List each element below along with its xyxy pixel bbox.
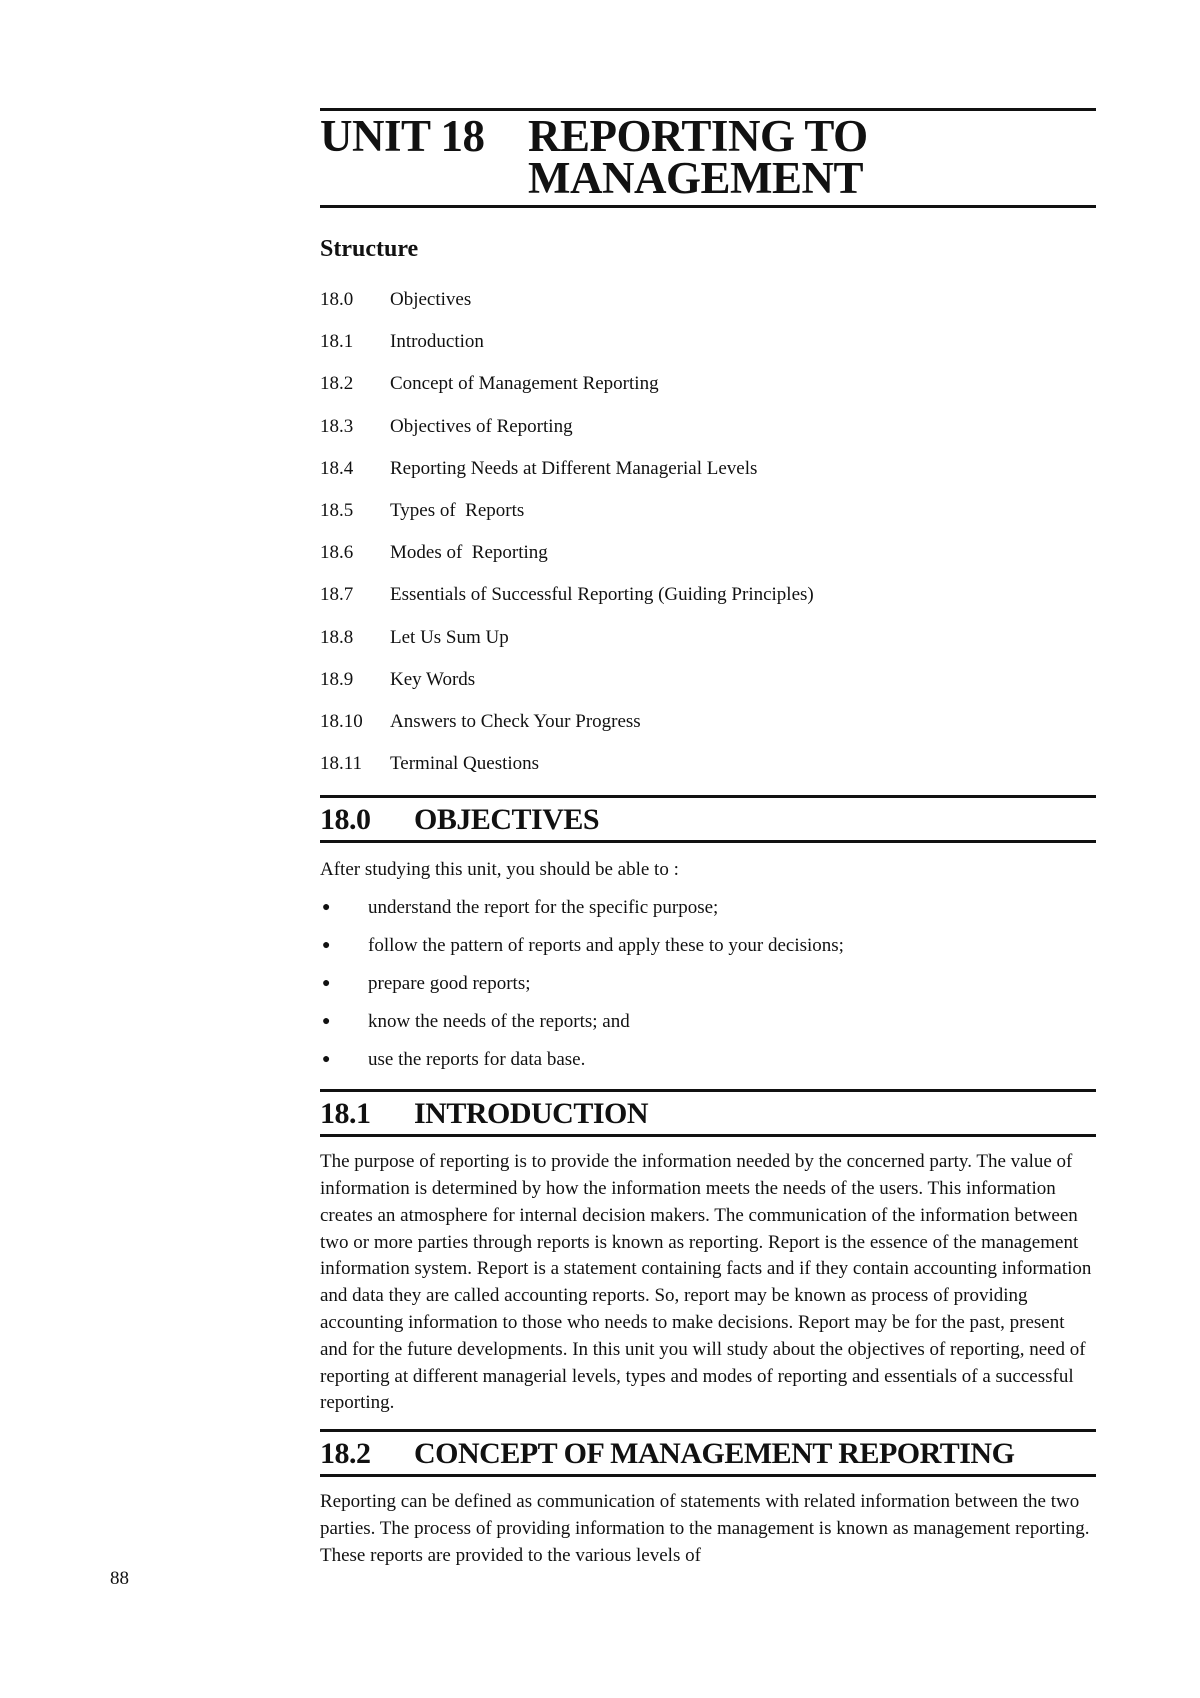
structure-item xyxy=(320,363,1096,405)
structure-item xyxy=(320,743,1096,785)
structure-item-number: 18.4 xyxy=(320,457,354,479)
structure-item-number: 18.0 xyxy=(320,289,354,311)
objectives-label: OBJECTIVES xyxy=(414,803,600,837)
structure-item-number: 18.3 xyxy=(320,415,354,437)
objective-item xyxy=(320,889,1096,927)
bullet-icon: ● xyxy=(322,900,331,916)
unit-title xyxy=(320,111,1096,205)
structure-item xyxy=(320,448,1096,490)
page-content xyxy=(320,108,1096,1582)
unit-name xyxy=(528,111,868,203)
page-number: 88 xyxy=(110,1568,129,1589)
unit-number: UNIT 18 xyxy=(320,111,485,161)
objective-item xyxy=(320,1003,1096,1041)
structure-item xyxy=(320,617,1096,659)
objectives-title xyxy=(320,798,1096,840)
structure-item xyxy=(320,490,1096,532)
objective-item xyxy=(320,965,1096,1003)
structure-item-label: Objectives xyxy=(390,289,472,311)
structure-item-number: 18.2 xyxy=(320,373,354,395)
unit-name-line-2: MANAGEMENT xyxy=(528,153,863,203)
structure-item-number: 18.6 xyxy=(320,542,354,564)
objective-text: use the reports for data base. xyxy=(368,1049,586,1071)
unit-name-line-1: REPORTING TO xyxy=(528,111,868,161)
structure-heading: Structure xyxy=(320,236,419,262)
structure-item xyxy=(320,532,1096,574)
concept-bottom-rule xyxy=(320,1474,1096,1477)
structure-item xyxy=(320,701,1096,743)
structure-item-label: Introduction xyxy=(390,331,484,353)
bullet-icon: ● xyxy=(322,1014,331,1030)
structure-item-number: 18.9 xyxy=(320,668,354,690)
concept-paragraph: Reporting can be defined as communication of statements with related information between the two parties. The process of providing information to the management is known as management reporting. These reports are provided to the various levels of xyxy=(320,1491,1090,1566)
structure-item-label: Essentials of Successful Reporting (Guiding Principles) xyxy=(390,584,814,606)
introduction-label: INTRODUCTION xyxy=(414,1097,649,1131)
concept-label: CONCEPT OF MANAGEMENT REPORTING xyxy=(414,1437,1015,1471)
concept-heading xyxy=(320,1429,1096,1477)
concept-number: 18.2 xyxy=(320,1437,371,1471)
structure-item xyxy=(320,279,1096,321)
introduction-bottom-rule xyxy=(320,1134,1096,1137)
bullet-icon: ● xyxy=(322,938,331,954)
structure-item-label: Answers to Check Your Progress xyxy=(390,710,641,732)
bullet-icon: ● xyxy=(322,976,331,992)
objectives-bottom-rule xyxy=(320,840,1096,843)
structure-item-label: Objectives of Reporting xyxy=(390,415,573,437)
objective-text: understand the report for the specific purpose; xyxy=(368,897,719,919)
structure-item-label: Concept of Management Reporting xyxy=(390,373,659,395)
introduction-title xyxy=(320,1092,1096,1134)
structure-item-label: Modes of Reporting xyxy=(390,542,548,564)
structure-item-number: 18.1 xyxy=(320,331,354,353)
objectives-number: 18.0 xyxy=(320,803,371,837)
structure-item-number: 18.8 xyxy=(320,626,354,648)
structure-item-label: Types of Reports xyxy=(390,500,525,522)
objective-item xyxy=(320,927,1096,965)
structure-item-number: 18.7 xyxy=(320,584,354,606)
structure-item-label: Terminal Questions xyxy=(390,753,540,775)
objective-text: know the needs of the reports; and xyxy=(368,1011,630,1033)
objective-text: prepare good reports; xyxy=(368,973,531,995)
objectives-list xyxy=(320,889,1096,1079)
objectives-intro: After studying this unit, you should be able to : xyxy=(320,859,679,881)
bullet-icon: ● xyxy=(322,1052,331,1068)
introduction-heading xyxy=(320,1089,1096,1137)
structure-item xyxy=(320,574,1096,616)
structure-item-label: Key Words xyxy=(390,668,476,690)
structure-item-number: 18.11 xyxy=(320,753,363,775)
structure-item-label: Reporting Needs at Different Managerial Levels xyxy=(390,457,758,479)
objectives-heading xyxy=(320,795,1096,843)
structure-list xyxy=(320,279,1096,785)
title-bottom-rule xyxy=(320,205,1096,208)
concept-title xyxy=(320,1432,1096,1474)
introduction-number: 18.1 xyxy=(320,1097,371,1131)
structure-item xyxy=(320,406,1096,448)
structure-item xyxy=(320,659,1096,701)
objective-text: follow the pattern of reports and apply these to your decisions; xyxy=(368,935,844,957)
objective-item xyxy=(320,1041,1096,1079)
structure-item xyxy=(320,321,1096,363)
structure-item-number: 18.5 xyxy=(320,500,354,522)
structure-item-number: 18.10 xyxy=(320,710,363,732)
introduction-paragraph: The purpose of reporting is to provide the information needed by the concerned party. The value of information is determined by how the information meets the needs of the users. This information creates an atmosphere for internal decision makers. The communication of the information between two or more parties through reports is known as reporting. Report is the essence of the management information system. Report is a statement containing facts and if they contain accounting information and data they are called accounting reports. So, report may be known as process of providing accounting information to those who needs to make decisions. Report may be for the past, present and for the future developments. In this unit you will study about the objectives of reporting, need of reporting at different managerial levels, types and modes of reporting and essentials of a successful reporting. xyxy=(320,1151,1092,1414)
structure-item-label: Let Us Sum Up xyxy=(390,626,509,648)
